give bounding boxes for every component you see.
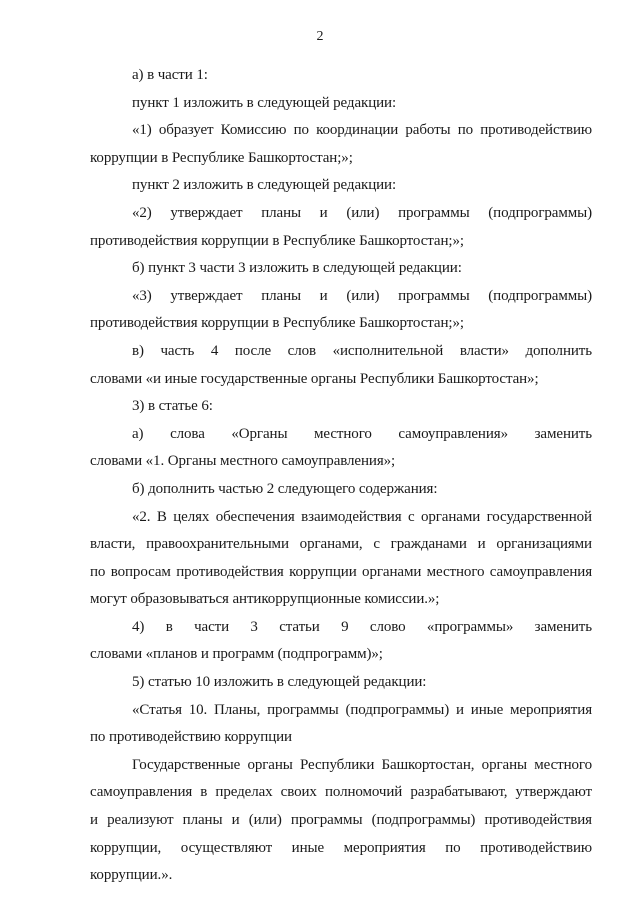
text-line: «3) утверждает планы и (или) программы (подпрограммы) — [132, 287, 592, 304]
paragraph — [90, 614, 592, 669]
text-line: б) пункт 3 части 3 изложить в следующей редакции: — [132, 260, 462, 277]
text-line: «Статья 10. Планы, программы (подпрограммы) и иные мероприятия — [132, 701, 592, 718]
paragraph — [90, 255, 592, 283]
text-line: противодействия коррупции в Республике Башкортостан;»; — [90, 232, 464, 249]
paragraph — [90, 752, 592, 890]
text-line: в) часть 4 после слов «исполнительной власти» дополнить — [132, 342, 592, 359]
text-line: 3) в статье 6: — [132, 398, 213, 415]
paragraph — [90, 393, 592, 421]
text-line: пункт 2 изложить в следующей редакции: — [132, 177, 397, 194]
text-line: б) дополнить частью 2 следующего содержания: — [132, 480, 438, 497]
paragraph — [90, 283, 592, 338]
text-line: по противодействию коррупции — [90, 729, 292, 746]
text-line: коррупции в Республике Башкортостан;»; — [90, 149, 353, 166]
text-line: словами «и иные государственные органы Республики Башкортостан»; — [90, 370, 539, 387]
text-line: самоуправления в пределах своих полномочий разрабатывают, утверждают — [90, 784, 592, 801]
text-line: «2) утверждает планы и (или) программы (подпрограммы) — [132, 204, 592, 221]
text-line: по вопросам противодействия коррупции органами местного самоуправления — [90, 563, 592, 580]
paragraph — [90, 90, 592, 118]
text-line: могут образовываться антикоррупционные комиссии.»; — [90, 591, 440, 608]
text-line: власти, правоохранительными органами, с гражданами и организациями — [90, 536, 592, 553]
text-line: коррупции, осуществляют иные мероприятия по противодействию — [90, 839, 592, 856]
text-line: Государственные органы Республики Башкортостан, органы местного — [132, 756, 592, 773]
paragraph — [90, 476, 592, 504]
text-line: и реализуют планы и (или) программы (подпрограммы) противодействия — [90, 812, 592, 829]
paragraph — [90, 669, 592, 697]
text-line: коррупции.». — [90, 867, 173, 884]
text-line: словами «планов и программ (подпрограмм)»; — [90, 646, 383, 663]
text-line: противодействия коррупции в Республике Башкортостан;»; — [90, 315, 464, 332]
text-line: словами «1. Органы местного самоуправления»; — [90, 453, 396, 470]
paragraph — [90, 62, 592, 90]
text-line: 4) в части 3 статьи 9 слово «программы» заменить — [132, 618, 592, 635]
text-line: а) слова «Органы местного самоуправления» заменить — [132, 425, 592, 442]
paragraph — [90, 421, 592, 476]
paragraph — [90, 504, 592, 614]
text-line: 5) статью 10 изложить в следующей редакции: — [132, 674, 427, 691]
text-line: «1) образует Комиссию по координации работы по противодействию — [132, 122, 592, 139]
paragraph — [90, 200, 592, 255]
text-line: а) в части 1: — [132, 67, 208, 83]
text-line: пункт 1 изложить в следующей редакции: — [132, 94, 397, 111]
paragraph — [90, 697, 592, 752]
text-line: «2. В целях обеспечения взаимодействия с органами государственной — [132, 508, 592, 525]
page-number: 2 — [316, 29, 324, 44]
paragraph — [90, 172, 592, 200]
paragraph — [90, 117, 592, 172]
document-body — [90, 62, 592, 890]
paragraph — [90, 338, 592, 393]
